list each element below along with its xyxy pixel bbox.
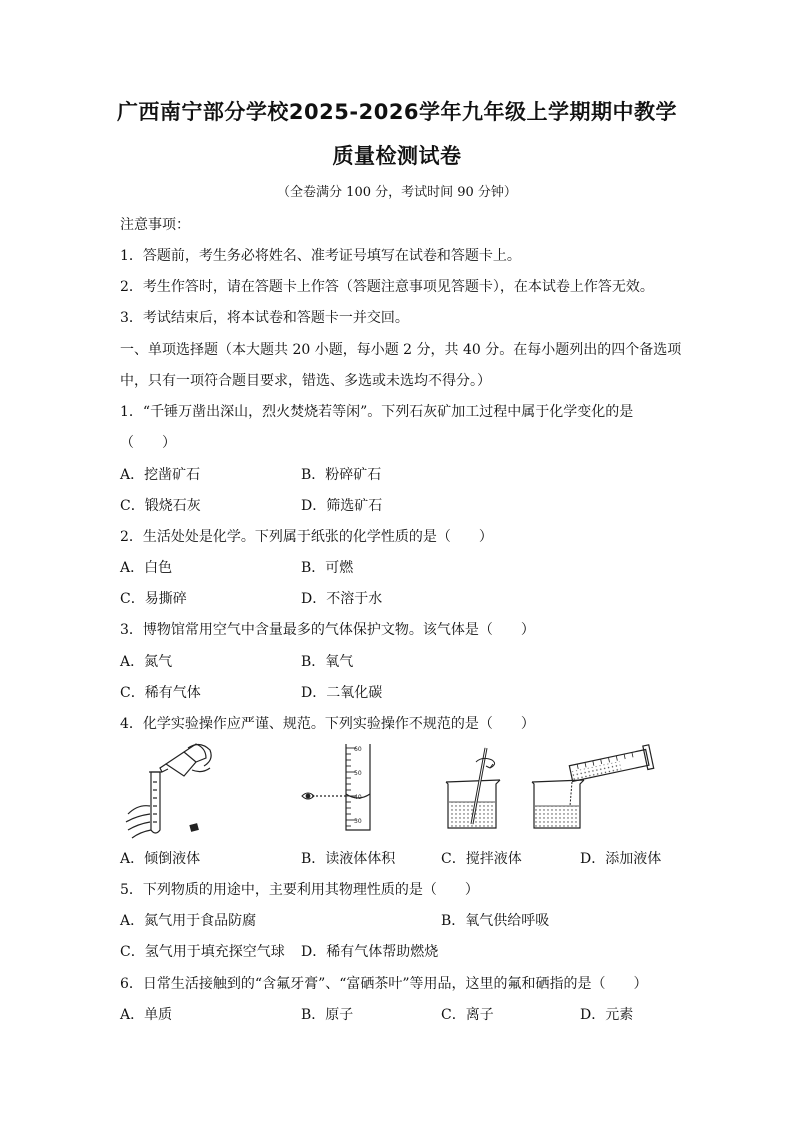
note-item: 3．考试结束后，将本试卷和答题卡一并交回。: [120, 310, 409, 326]
q6-option-d[interactable]: D．元素: [580, 1007, 634, 1023]
q5-option-a[interactable]: A．氮气用于食品防腐: [120, 913, 257, 929]
q6-option-b[interactable]: B．原子: [301, 1007, 354, 1023]
cylinder-tick-label: 30: [354, 818, 362, 825]
question-1-paren: （ ）: [120, 435, 176, 451]
stirring-liquid-illustration: [438, 744, 518, 834]
q4-option-a[interactable]: A．倾倒液体: [120, 851, 201, 867]
question-6-stem: 6．日常生活接触到的“含氟牙膏”、“富硒茶叶”等用品，这里的氟和硒指的是（ ）: [120, 976, 648, 992]
cylinder-tick-label: 40: [354, 794, 362, 801]
q2-option-b[interactable]: B．可燃: [301, 560, 354, 576]
q3-option-d[interactable]: D．二氧化碳: [301, 685, 383, 701]
question-5-stem: 5．下列物质的用途中，主要利用其物理性质的是（ ）: [120, 882, 479, 898]
cylinder-tick-label: 60: [354, 746, 362, 753]
q2-option-a[interactable]: A．白色: [120, 560, 173, 576]
q3-option-c[interactable]: C．稀有气体: [120, 685, 201, 701]
q6-option-a[interactable]: A．单质: [120, 1007, 173, 1023]
section-heading-line2: 中，只有一项符合题目要求，错选、多选或未选均不得分。）: [120, 373, 491, 389]
cylinder-tick-label: 50: [354, 770, 362, 777]
q6-option-c[interactable]: C．离子: [441, 1007, 494, 1023]
q1-option-d[interactable]: D．筛选矿石: [301, 498, 383, 514]
note-item: 2．考生作答时，请在答题卡上作答（答题注意事项见答题卡），在本试卷上作答无效。: [120, 279, 654, 295]
question-3-stem: 3．博物馆常用空气中含量最多的气体保护文物。该气体是（ ）: [120, 622, 535, 638]
q2-option-d[interactable]: D．不溶于水: [301, 591, 383, 607]
q4-option-d[interactable]: D．添加液体: [580, 851, 662, 867]
q4-option-b[interactable]: B．读液体体积: [301, 851, 396, 867]
q2-option-c[interactable]: C．易撕碎: [120, 591, 187, 607]
adding-liquid-illustration: [526, 744, 656, 834]
section-heading: 一、单项选择题（本大题共 20 小题，每小题 2 分，共 40 分。在每小题列出的四个备选项: [120, 342, 682, 358]
q4-option-c[interactable]: C．搅拌液体: [441, 851, 522, 867]
page-title-line2: 质量检测试卷: [332, 144, 462, 168]
pouring-liquid-illustration: [118, 742, 218, 842]
q3-option-a[interactable]: A．氮气: [120, 654, 173, 670]
question-1-stem: 1．“千锤万凿出深山，烈火焚烧若等闲”。下列石灰矿加工过程中属于化学变化的是: [120, 404, 634, 420]
note-item: 1．答题前，考生务必将姓名、准考证号填写在试卷和答题卡上。: [120, 248, 521, 264]
read-volume-illustration: [298, 742, 388, 834]
question-2-stem: 2．生活处处是化学。下列属于纸张的化学性质的是（ ）: [120, 529, 493, 545]
exam-info: （全卷满分 100 分，考试时间 90 分钟）: [277, 185, 517, 200]
page-title: 广西南宁部分学校2025-2026学年九年级上学期期中教学: [116, 100, 678, 124]
question-4-stem: 4．化学实验操作应严谨、规范。下列实验操作不规范的是（ ）: [120, 716, 535, 732]
q1-option-c[interactable]: C．锻烧石灰: [120, 498, 201, 514]
q1-option-a[interactable]: A．挖凿矿石: [120, 467, 201, 483]
q5-option-c[interactable]: C．氢气用于填充探空气球: [120, 944, 285, 960]
notes-heading: 注意事项：: [120, 217, 190, 233]
q5-option-b[interactable]: B．氧气供给呼吸: [441, 913, 550, 929]
q5-option-d[interactable]: D．稀有气体帮助燃烧: [301, 944, 439, 960]
q3-option-b[interactable]: B．氧气: [301, 654, 354, 670]
q1-option-b[interactable]: B．粉碎矿石: [301, 467, 382, 483]
